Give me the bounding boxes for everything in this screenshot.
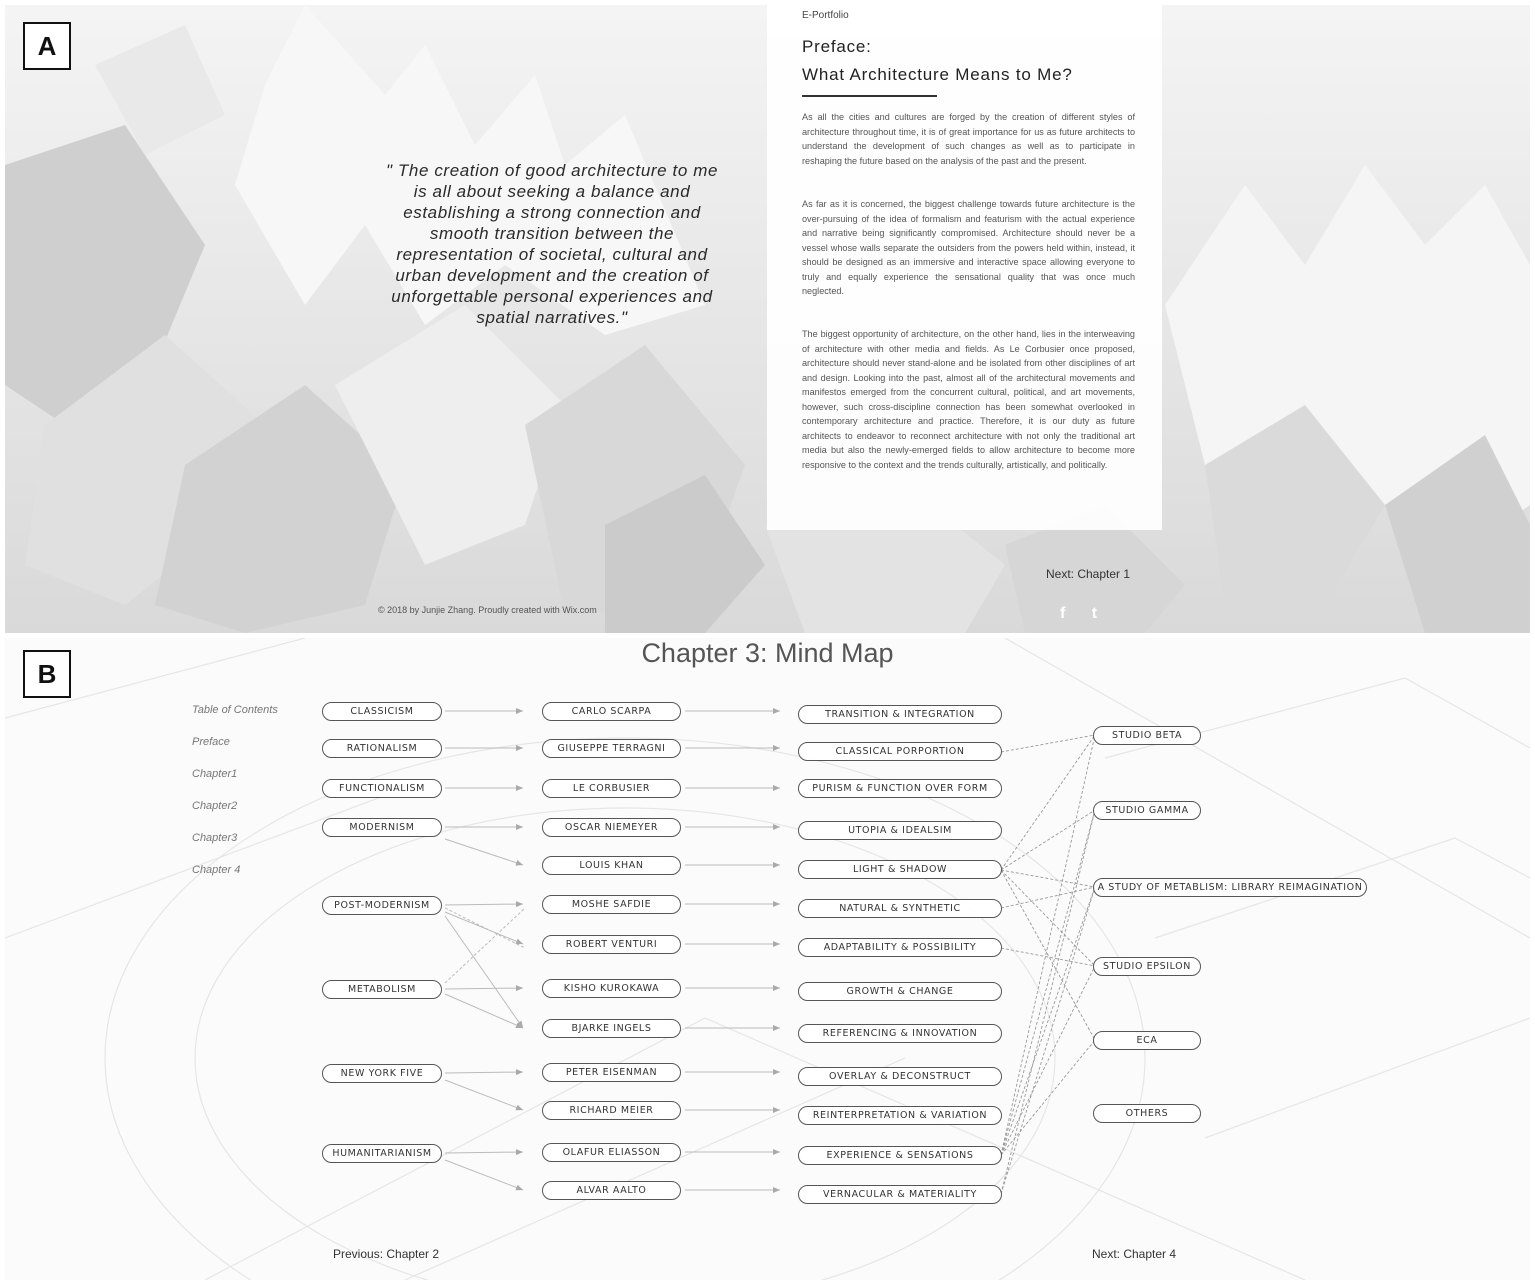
quote-text: " The creation of good architecture to me is all about seeking a balance and establishing a strong connection and smooth transition between the representation of societal, cultural and urban development and the creation of unforgettable personal experiences and spatial narratives." (385, 161, 719, 327)
architect-moshe-safdie[interactable]: MOSHE SAFDIE (542, 895, 681, 914)
concept-experience-sensations[interactable]: EXPERIENCE & SENSATIONS (798, 1146, 1002, 1165)
concept-light-shadow[interactable]: LIGHT & SHADOW (798, 860, 1002, 879)
social-icons (1060, 605, 1097, 623)
architect-robert-venturi[interactable]: ROBERT VENTURI (542, 935, 681, 954)
movement-modernism[interactable]: MODERNISM (322, 818, 442, 837)
movement-new-york-five[interactable]: NEW YORK FIVE (322, 1064, 442, 1083)
next-chapter-link[interactable]: Next: Chapter 1 (1046, 567, 1131, 581)
architect-oscar-niemeyer[interactable]: OSCAR NIEMEYER (542, 818, 681, 837)
concept-utopia-idealism[interactable]: UTOPIA & IDEALSIM (798, 821, 1002, 840)
concept-classical-proportion[interactable]: CLASSICAL PORPORTION (798, 742, 1002, 761)
concept-adaptability-possibility[interactable]: ADAPTABILITY & POSSIBILITY (798, 938, 1002, 957)
studio-gamma[interactable]: STUDIO GAMMA (1093, 801, 1201, 820)
architect-alvar-aalto[interactable]: ALVAR AALTO (542, 1181, 681, 1200)
concept-purism-function[interactable]: PURISM & FUNCTION OVER FORM (798, 779, 1002, 798)
movement-post-modernism[interactable]: POST-MODERNISM (322, 896, 442, 915)
concept-growth-change[interactable]: GROWTH & CHANGE (798, 982, 1002, 1001)
architect-le-corbusier[interactable]: LE CORBUSIER (542, 779, 681, 798)
preface-paragraph-2: As far as it is concerned, the biggest challenge towards future architecture is the over-pursuing of the idea of formalism and featurism with the actual experience and narrative being significantly compromised. Architecture should never be a vessel whose walls separate the outsiders from the powers held within, instead, it should be designed as an immersive and interactive space allowing everyone to truly and equally experience the sensational quality that was once much neglected. (802, 199, 1135, 296)
preface-heading (802, 33, 1152, 89)
concept-natural-synthetic[interactable]: NATURAL & SYNTHETIC (798, 899, 1002, 918)
concept-reinterpretation-variation[interactable]: REINTERPRETATION & VARIATION (798, 1106, 1002, 1125)
preface-paragraph-3: The biggest opportunity of architecture, on the other hand, lies in the interweaving of architecture with other media and fields. As Le Corbusier once proposed, architecture should never stand-alone and be isolated from other disciplines of art and design. Looking into the past, almost all of the architectural movements and manifestos emerged from the concurrent cultural, political, and art movements, however, such cross-discipline connection has been somewhat overlooked in contemporary architecture and practice. Therefore, it is our duty as future architects to endeavor to reconnect architecture with not only the traditional art media but also the newly-emerged fields to allow architecture to become more responsive to the context and the trends culturally, artistically, and politically. (802, 329, 1135, 470)
architect-olafur-eliasson[interactable]: OLAFUR ELIASSON (542, 1143, 681, 1162)
studio-beta[interactable]: STUDIO BETA (1093, 726, 1201, 745)
copyright-footer: © 2018 by Junjie Zhang. Proudly created with Wix.com (378, 605, 597, 615)
facebook-icon[interactable]: f (1060, 605, 1066, 622)
mind-map-title: Chapter 3: Mind Map (641, 638, 894, 668)
architect-giuseppe-terragni[interactable]: GIUSEPPE TERRAGNI (542, 739, 681, 758)
architect-kisho-kurokawa[interactable]: KISHO KUROKAWA (542, 979, 681, 998)
panel-b (5, 638, 1530, 1280)
architect-carlo-scarpa[interactable]: CARLO SCARPA (542, 702, 681, 721)
eportfolio-label[interactable]: E-Portfolio (802, 10, 849, 21)
studio-epsilon[interactable]: STUDIO EPSILON (1093, 957, 1201, 976)
movement-functionalism[interactable]: FUNCTIONALISM (322, 779, 442, 798)
next-chapter-link-b[interactable]: Next: Chapter 4 (1092, 1247, 1177, 1261)
toc-link-contents[interactable]: Table of Contents (192, 704, 278, 716)
preface-paragraph-1: As all the cities and cultures are forged by the creation of different styles of architecture throughout time, it is of great importance for us as future architects to understand the development of such changes as well as to participate in reshaping the future based on the analysis of the past and the present. (802, 112, 1135, 166)
architect-louis-khan[interactable]: LOUIS KHAN (542, 856, 681, 875)
preface-title: Preface: (802, 37, 872, 56)
concept-overlay-deconstruct[interactable]: OVERLAY & DECONSTRUCT (798, 1067, 1002, 1086)
movement-humanitarianism[interactable]: HUMANITARIANISM (322, 1144, 442, 1163)
studio-eca[interactable]: ECA (1093, 1031, 1201, 1050)
studio-metabolism-library[interactable]: A STUDY OF METABLISM: LIBRARY REIMAGINATION (1093, 878, 1367, 897)
movement-rationalism[interactable]: RATIONALISM (322, 739, 442, 758)
preface-subtitle: What Architecture Means to Me? (802, 65, 1073, 84)
toc-link-chapter2[interactable]: Chapter2 (192, 800, 238, 812)
concept-transition-integration[interactable]: TRANSITION & INTEGRATION (798, 705, 1002, 724)
architect-richard-meier[interactable]: RICHARD MEIER (542, 1101, 681, 1120)
mind-map-links (5, 638, 1530, 1280)
toc-link-chapter3[interactable]: Chapter3 (192, 832, 238, 844)
concept-vernacular-materiality[interactable]: VERNACULAR & MATERIALITY (798, 1185, 1002, 1204)
panel-a-label: A (23, 22, 71, 70)
title-underline (802, 95, 937, 97)
panel-b-label: B (23, 650, 71, 698)
architect-peter-eisenman[interactable]: PETER EISENMAN (542, 1063, 681, 1082)
toc-link-preface[interactable]: Preface (192, 736, 230, 748)
concept-referencing-innovation[interactable]: REFERENCING & INNOVATION (798, 1024, 1002, 1043)
toc-link-chapter1[interactable]: Chapter1 (192, 768, 238, 780)
movement-classicism[interactable]: CLASSICISM (322, 702, 442, 721)
toc-link-chapter4[interactable]: Chapter 4 (192, 864, 241, 876)
preface-card (767, 5, 1162, 530)
previous-chapter-link[interactable]: Previous: Chapter 2 (333, 1247, 440, 1261)
movement-metabolism[interactable]: METABOLISM (322, 980, 442, 999)
architect-bjarke-ingels[interactable]: BJARKE INGELS (542, 1019, 681, 1038)
twitter-icon[interactable]: t (1091, 605, 1098, 622)
panel-a (5, 5, 1530, 633)
studio-others[interactable]: OTHERS (1093, 1104, 1201, 1123)
